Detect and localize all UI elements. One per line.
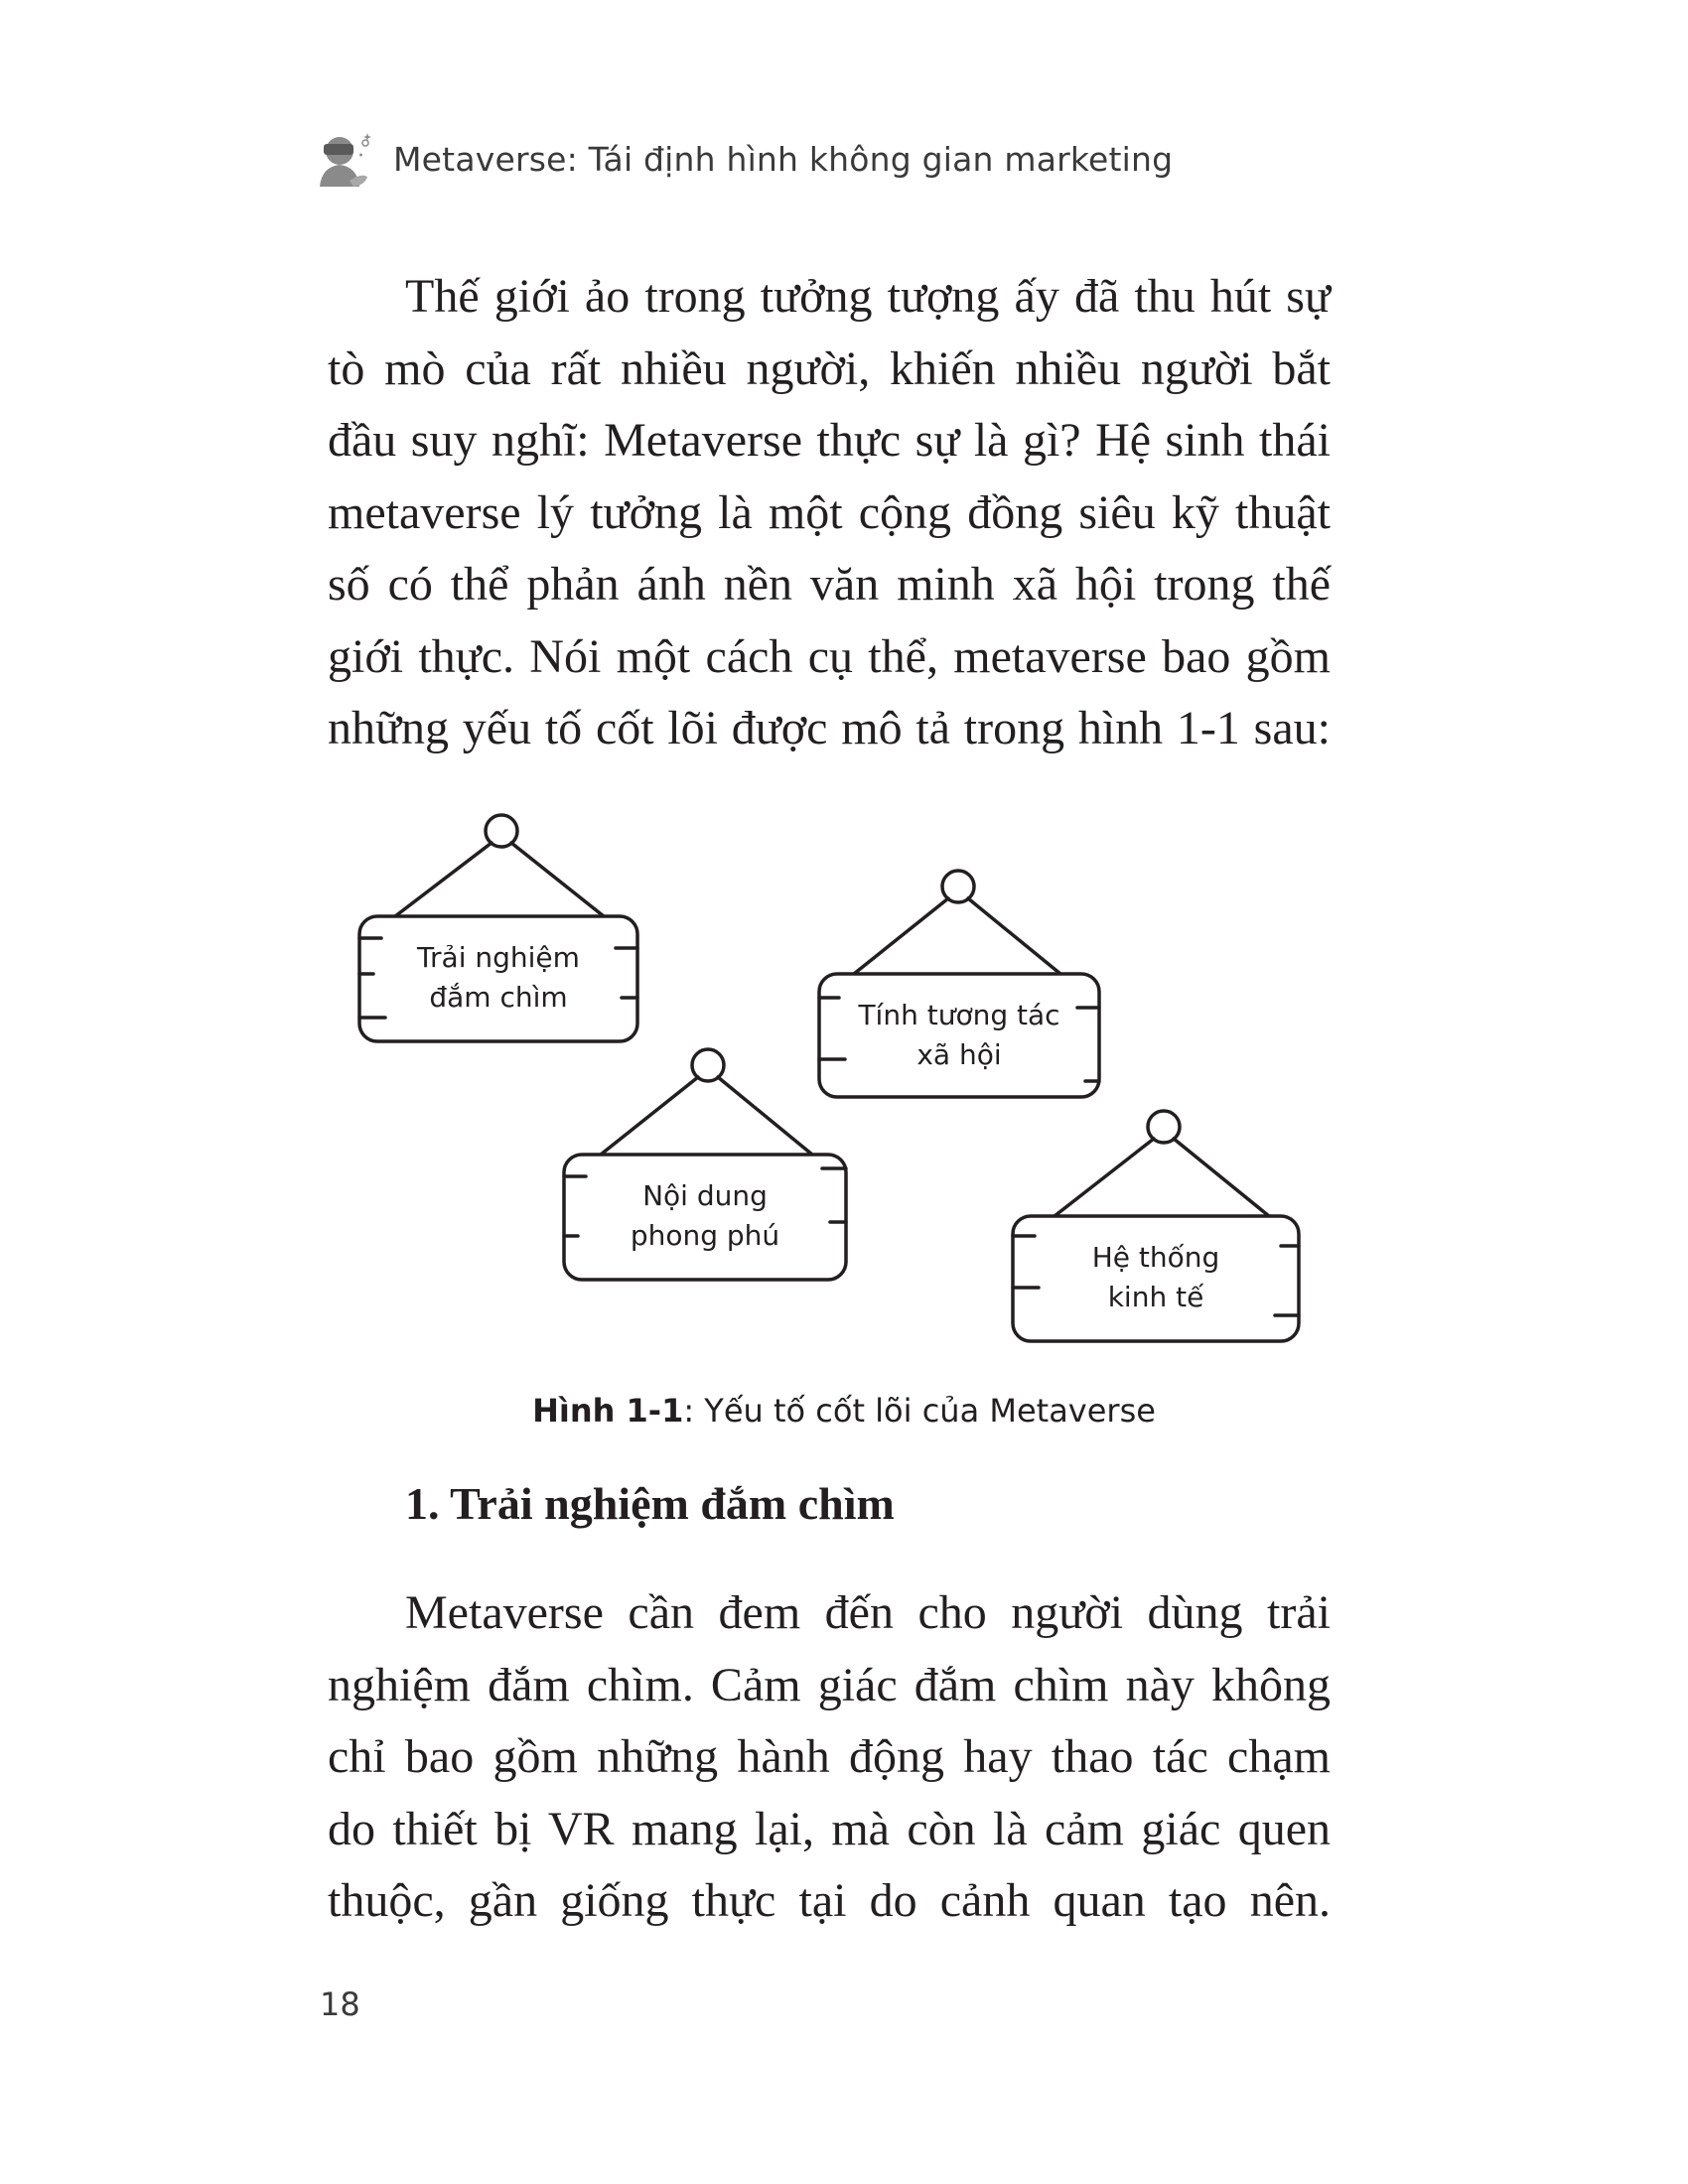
section-heading: 1. Trải nghiệm đắm chìm [405, 1478, 895, 1529]
intro-paragraph [328, 261, 1331, 765]
sign-text: đắm chìm [429, 981, 568, 1014]
sign-text: Hệ thống [1091, 1241, 1220, 1274]
sign-text: Trải nghiệm [417, 941, 580, 974]
text-line: đầu suy nghĩ: Metaverse thực sự là gì? Hệ sinh thái [328, 414, 1331, 467]
text-line: metaverse lý tưởng là một cộng đồng siêu kỹ thuật [328, 485, 1331, 539]
text-line: nghiệm đắm chìm. Cảm giác đắm chìm này không [328, 1658, 1331, 1711]
sign-label-economy [1037, 1238, 1275, 1317]
text-line: những yếu tố cốt lõi được mô tả trong hình 1-1 sau: [328, 702, 1331, 754]
caption-text: : Yếu tố cốt lõi của Metaverse [683, 1392, 1156, 1430]
text-line: giới thực. Nói một cách cụ thể, metaverse bao gồm [328, 629, 1331, 683]
sign-text: Tính tương tác [858, 999, 1060, 1031]
figure-core-elements [338, 799, 1331, 1355]
text-line: thuộc, gần giống thực tại do cảnh quan tạo nên. [328, 1874, 1331, 1927]
sign-label-immersive [379, 938, 618, 1018]
sign-text: kinh tế [1107, 1281, 1204, 1313]
caption-label: Hình 1-1 [532, 1392, 684, 1430]
sign-label-content [586, 1176, 824, 1256]
running-header [310, 129, 1173, 189]
text-line: tò mò của rất nhiều người, khiến nhiều người bắt [328, 341, 1331, 395]
figure-caption [0, 1392, 1688, 1430]
text-line: Metaverse cần đem đến cho người dùng trải [405, 1586, 1331, 1639]
text-line: chỉ bao gồm những hành động hay thao tác chạm [328, 1730, 1331, 1783]
section-paragraph [328, 1577, 1331, 1938]
text-line: Thế giới ảo trong tưởng tượng ấy đã thu hút sự [405, 270, 1331, 323]
sign-text: Nội dung [642, 1179, 768, 1212]
sign-label-social [829, 996, 1089, 1075]
text-line: do thiết bị VR mang lại, mà còn là cảm giác quen [328, 1802, 1331, 1855]
vr-headset-person-icon [310, 129, 375, 189]
text-line: số có thể phản ánh nền văn minh xã hội trong thế [328, 558, 1331, 611]
page-number: 18 [320, 1985, 360, 2023]
sign-text: phong phú [630, 1219, 780, 1252]
header-title: Metaverse: Tái định hình không gian marketing [393, 139, 1174, 179]
sign-text: xã hội [916, 1038, 1002, 1071]
